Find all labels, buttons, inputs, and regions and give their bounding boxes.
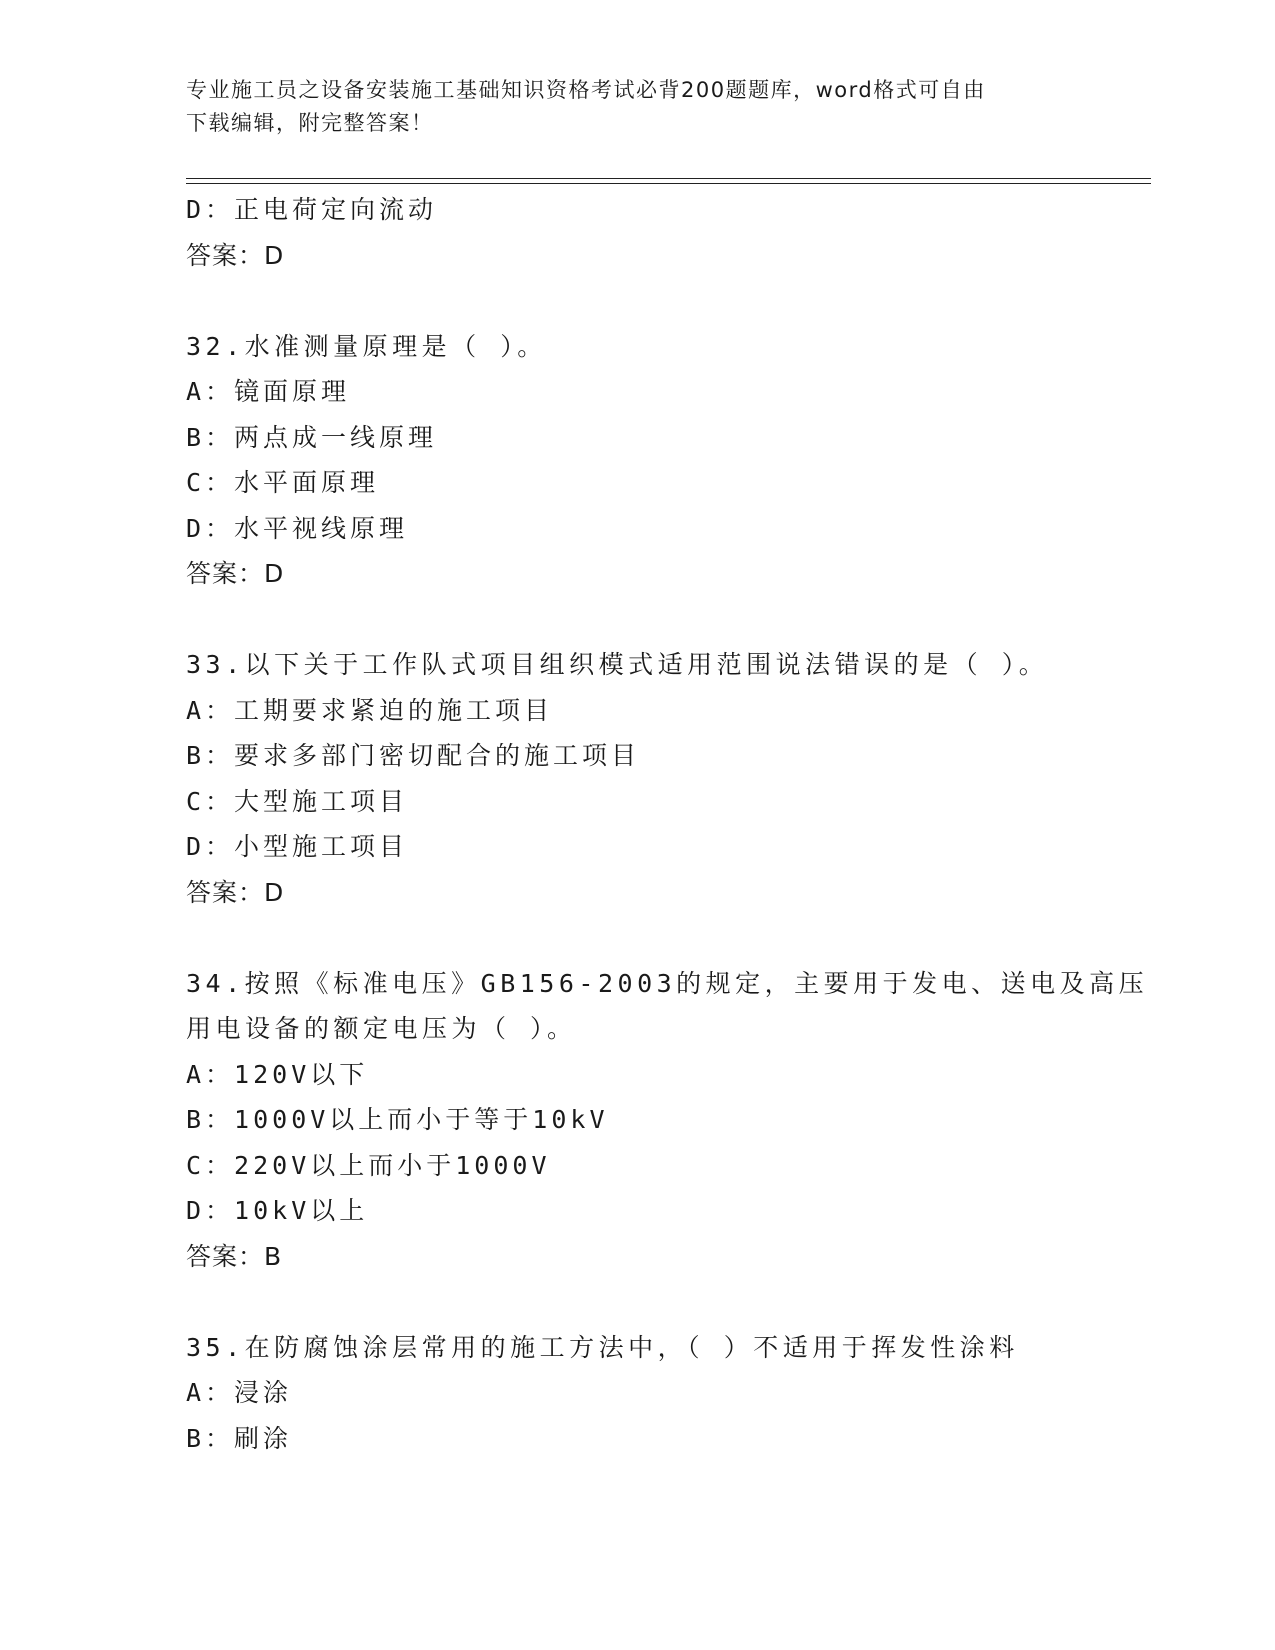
- option-a: A：工期要求紧迫的施工项目: [186, 695, 554, 725]
- question-list: [186, 187, 1151, 1461]
- answer-line: 答案：D: [186, 559, 285, 588]
- option-b: B：两点成一线原理: [186, 422, 438, 452]
- option-d: D：正电荷定向流动: [186, 195, 438, 224]
- option-b: B：1000V以上而小于等于10kV: [186, 1105, 609, 1134]
- header-divider-top: [186, 178, 1151, 179]
- question-text-continued: 用电设备的额定电压为（ ）。: [186, 1014, 577, 1043]
- answer-line: 答案：D: [186, 877, 285, 907]
- option-d: D：水平视线原理: [186, 513, 409, 543]
- spacer: [186, 1279, 1151, 1325]
- question-block-35: [186, 1325, 1151, 1462]
- header-title-line-2: 下载编辑，附完整答案！: [186, 111, 434, 135]
- question-text: 35.在防腐蚀涂层常用的施工方法中，（ ）不适用于挥发性涂料: [186, 1332, 1019, 1362]
- spacer: [186, 915, 1151, 961]
- document-header: [186, 74, 1086, 140]
- answer-line: 答案：B: [186, 1241, 283, 1271]
- option-c: C：水平面原理: [186, 468, 380, 497]
- header-divider-bottom: [186, 183, 1151, 184]
- option-c: C：大型施工项目: [186, 786, 409, 816]
- option-a: A：镜面原理: [186, 377, 351, 406]
- question-text: 33.以下关于工作队式项目组织模式适用范围说法错误的是（ ）。: [186, 650, 1049, 679]
- question-text: 32.水准测量原理是（ ）。: [186, 331, 547, 361]
- spacer: [186, 278, 1151, 324]
- option-d: D：小型施工项目: [186, 832, 409, 861]
- option-c: C：220V以上而小于1000V: [186, 1150, 551, 1180]
- option-d: D：10kV以上: [186, 1196, 369, 1225]
- header-title-line-1: 专业施工员之设备安装施工基础知识资格考试必背200题题库，word格式可自由: [186, 78, 986, 102]
- answer-line: 答案：D: [186, 240, 285, 270]
- question-text: 34.按照《标准电压》GB156-2003的规定，主要用于发电、送电及高压: [186, 968, 1149, 998]
- option-a: A：120V以下: [186, 1059, 369, 1089]
- question-block-34: [186, 961, 1151, 1280]
- question-block-32: [186, 324, 1151, 597]
- option-b: B：要求多部门密切配合的施工项目: [186, 741, 641, 770]
- option-a: A：浸涂: [186, 1378, 293, 1407]
- question-block-33: [186, 642, 1151, 915]
- spacer: [186, 597, 1151, 643]
- option-b: B：刷涂: [186, 1423, 293, 1453]
